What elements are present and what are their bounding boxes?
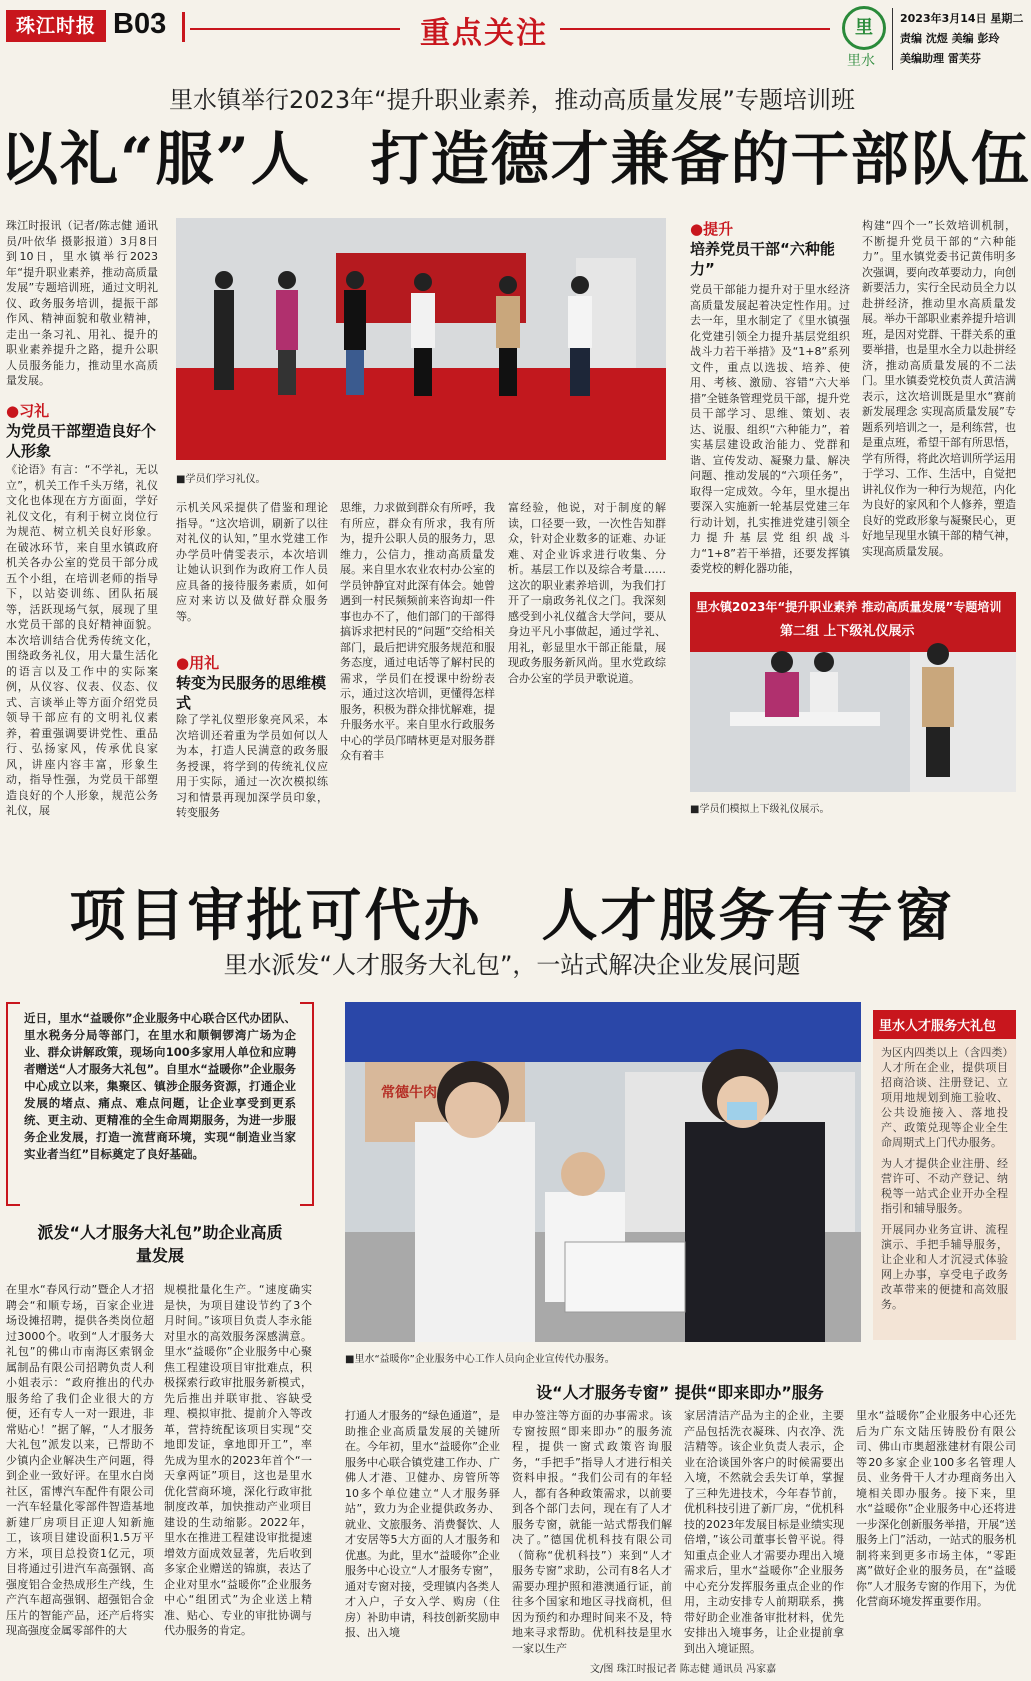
bullet-icon: ● (176, 654, 190, 672)
article1-col2-top: 示机关风采提供了借鉴和理论指导。“这次培训，刷新了以往对礼仪的认知，”里水党建工作办学员叶倩雯表示，本次培训让她认识到作为政府工作人员应具备的接待服务素质，如何应对来访以及做好群众服务等。 (176, 501, 328, 623)
article2-headline: 项目审批可代办 人才服务有专窗 (69, 883, 955, 949)
photo2-caption: ■学员们模拟上下级礼仪展示。 (690, 804, 830, 815)
sidebar-paragraph-2: 为人才提供企业注册、经营许可、不动产登记、纳税等一站式企业开办全程指引和辅导服务。 (881, 1157, 1008, 1215)
subsection-title: 培养党员干部“六种能力” (690, 240, 835, 278)
article2-col5-text: 家居清洁产品为主的企业，主要产品包括洗衣凝珠、内衣净、洗洁精等。该企业负责人表示，企业在洽谈国外客户的时候需要出入境，不然就会丢失订单，掌握了三种先进技术，今年春节前，优机科技引进了新厂房，“优机科技的2023年发展目标是业绩实现倍增，”该公司董事长曾平说。得知重点企业人才需要办理出入境需求后，里水“益暖你”企业服务中心充分发挥服务重点企业的作用，主动安排专人前期联系，携带好助企业准备审批材料，优先安排出入境事务，让企业提前拿到出入境证照。 (684, 1409, 844, 1655)
article2-section2-title: 设“人才服务专窗” 提供“即来即办”服务 (536, 1383, 824, 1402)
subsection-title: 为党员干部塑造良好个人形象 (6, 422, 157, 460)
article1-col5-text: 党员干部能力提升对于里水经济高质量发展起着决定性作用。过去一年，里水制定了《里水镇强化党建引领全力提升基层党组织战斗力若干举措》及“1+8”系列文件，重点以选拔、培养、使用、考核、激励、容错“六大举措”全链条管理党员干部，提升党员干部学习、思维、策划、表达、说服、组织“六种能力”，着实基层建设政治能力、党群和谐、宣传发动、凝聚力量、解决问题、推动发展的“六项任务”，取得一定成效。今年，里水提出要深入实施新一轮基层党建三年行动计划，扎实推进党建引领全力提升基层党组织战斗力“1+8”若干举措，还要发挥镇委党校的孵化器功能， (690, 283, 850, 575)
article1-subsection-yongli (176, 652, 328, 713)
article1-subsection-tisheng (690, 218, 850, 279)
photo2-banner-line1: 里水镇2023年“提升职业素养 推动高质量发展”专题培训 (696, 600, 1002, 614)
lead-bracket-right (300, 1002, 314, 1206)
lishui-emblem-icon: 里 (842, 6, 886, 50)
sidebar-paragraph-1: 为区内四类以上（含四类）人才所在企业，提供项目招商洽谈、注册登记、立项用地规划到施工验收、公共设施接入、落地投产、政策兑现等企业全生命周期式上门代办服务。 (881, 1046, 1008, 1149)
article2-photo-caption: ■里水“益暖你”企业服务中心工作人员向企业宣传代办服务。 (345, 1354, 615, 1365)
section-title: 重点关注 (420, 16, 548, 51)
subsection-label: 习礼 (19, 402, 50, 420)
photo1-caption: ■学员们学习礼仪。 (176, 474, 266, 485)
article2-kicker: 里水派发“人才服务大礼包”，一站式解决企业发展问题 (223, 951, 801, 979)
article1-col1-text: 《论语》有言：“不学礼，无以立”，机关工作千头万绪，礼仪文化也体现在方方面面，学好礼仪文化，有利于树立岗位行为规范、树立机关良好形象。在破冰环节，来自里水镇政府机关各办公室的党员干部分成五个小组，在培训老师的指导下，以站姿训练、团队拓展等，活跃现场气氛，展现了里水党员干部的良好精神面貌。本次培训结合优秀传统文化，围绕政务礼仪，用大量生活化的语言以及工作中的实际案例，从仪容、仪表、仪态、仪式、言谈举止等方面介绍党员领导干部应有的文明礼仪素养，着重强调要讲党性、重品行、弘扬家风，传承优良家风，讲座内容丰富，形象生动，指导性强，为党员干部塑造良好的个人形象，规范公务礼仪，展 (6, 463, 158, 817)
article1-subsection-xili (6, 400, 158, 461)
article2-col6-text: 里水“益暖你”企业服务中心还先后为广东文陆压铸股份有限公司、佛山市奥超涨建材有限公司等20多家企业100多名管理人员、业务骨干人才办理商务出入境相关即办服务。接下来，里水“益暖你”企业服务中心还将进一步深化创新服务举措，开展“送服务上门”活动，一站式的服务机制将来到更多市场主体，“零距离”做好企业的服务员，在“益暖你”人才服务专窗的作用下，为优化营商环境发挥重要作用。 (856, 1409, 1016, 1608)
article1-headline: 以礼“服”人 打造德才兼备的干部队伍 (0, 125, 1031, 193)
article2-col1-text: 在里水“春风行动”暨企人才招聘会“和顺专场，百家企业进场设摊招聘，提供各类岗位超过3000个。收到“人才服务大礼包”的佛山市南海区索钢金属制品有限公司招聘负责人利小姐表示：“政府推出的代办服务给了我们企业很大的方便，还有专人一对一跟进，非常贴心！”据了解，“人才服务大礼包”派发以来，已帮助不少镇内企业解决生产问题，得到企业一致好评。在里水白岗社区，雷博汽车配件有限公司一汽车轻量化零部件智造基地新建厂房项目正迎人知新施工，该项目建设面积1.5万平方米，项目总投资1亿元，项目将通过引进汽车高强钢、高强度铝合金热成形生产线，生产汽车超高强钢、超强铝合金压片的智能产品，还产后将实现高强度金属零部件的大 (6, 1283, 154, 1637)
subsection-label: 用礼 (189, 654, 220, 672)
article1-lead: 珠江时报讯（记者/陈志健 通讯员/叶依华 摄影报道）3月8日到10日，里水镇举行2023年“提升职业素养，推动高质量发展”专题培训班，通过文明礼仪、政务服务培训，提振干部作风、精神面貌和敬业精神，走出一条习礼、用礼、提升的职业素养提升之路，提升公职人员服务能力，推动里水高质量发展。 (6, 219, 158, 387)
article1-col3-text: 思维，力求做到群众有所呼，我有所应，群众有所求，我有所为，提升公职人员的服务力，思维力，公信力，推动高质量发展。来自里水农业农村办公室的学员钟静宜对此深有体会。她曾遇到一村民频频前来咨询却一件事也办不了，他们部门的干部得搞诉求把村民的“问题”交给相关部门，最后把讲究服务规范和服务态度，通过电话等了解村民的需求，学员们在授课中纷纷表示，通过这次培训，更懂得怎样服务，积极为群众排忧解难，提升服务水平。来自里水行政服务中心的学员邝晴林更是对服务群众有着丰 (340, 501, 495, 762)
page-number: B03 (113, 8, 167, 40)
masthead-divider (182, 12, 185, 42)
photo-illustration (176, 218, 666, 460)
newspaper-logo: 珠江时报 (6, 10, 106, 42)
masthead-rule-left (190, 28, 400, 30)
article1-photo-etiquette (176, 218, 666, 460)
masthead-vertical-rule (892, 8, 893, 70)
article2-photo-service (345, 1002, 861, 1342)
bullet-icon: ● (690, 220, 704, 238)
sidebar-paragraph-3: 开展同办业务宣讲、流程演示、手把手辅导服务，让企业和人才沉浸式体验网上办事，享受电子政务改革带来的便捷和高效服务。 (881, 1223, 1008, 1311)
article2-byline: 文/图 珠江时报记者 陈志健 通讯员 冯家嘉 (590, 1664, 777, 1675)
article1-col2-bottom: 除了学礼仪塑形象亮风采，本次培训还着重为学员如何以人为本，打造人民满意的政务服务授课，将学到的传统礼仪应用于实际，通过一次次模拟练习和情景再现加深学员印象，转变服务 (176, 713, 328, 819)
sidebar-title: 里水人才服务大礼包 (873, 1010, 1016, 1039)
article2-col4-text: 申办签注等方面的办事需求。该专窗按照“即来即办”的服务流程，提供一窗式政策咨询服务，“手把手”指导人才进行相关资料申报。“我们公司有的年轻人，都有各种政策需求，以前要到各个部门去问，现在有了人才服务专窗，就能一站式帮我们解决了。”德国优机科技有限公司（简称“优机科技”）来到“人才服务专窗”求助，公司有8名人才需要办理护照和港澳通行证，前往多个国家和地区寻找商机，但因为预约和办理时间来不及，特地来寻求帮助。优机科技是里水一家以生产 (512, 1409, 672, 1655)
subsection-title: 转变为民服务的思维模式 (176, 674, 327, 712)
article1-col4-text: 富经验，他说，对于制度的解读，口径要一致，一次性告知群众，针对企业数多的证难、办证难、对企业诉求进行收集、分析。基层工作以及综合考量……这次的职业素养培训，为我们打开了一扇政务礼仪之门。我深刻感受到小礼仪蕴含大学问，要从身边平凡小事做起，通过学礼、用礼，彰显里水干部正能量，展现政务服务新风尚。里水党政综合办公室的学员尹歌说道。 (508, 501, 666, 685)
article2-col2-text: 规模批量化生产。“速度确实是快，为项目建设节约了3个月时间。”该项目负责人李永能对里水的高效服务深感满意。里水“益暖你”企业服务中心聚焦工程建设项目审批难点，积极探索行政审批服务新模式，先后推出并联审批、容缺受理、模拟审批、提前介入等改革，营持统配该项目实现“交地即发证，拿地即开工”，率先成为里水的2023年首个“一天拿两证”项目，这也是里水优化营商环境，深化行政审批制度改革，加快推动产业项目建设的生动缩影。2022年，里水在推进工程建设审批提速增效方面成效显著，先后收到多家企业赠送的锦旗，表达了企业对里水“益暖你”企业服务中心“组团式”为企业送上精准、贴心、专业的审批协调与代办服务的肯定。 (164, 1283, 312, 1637)
lead-bracket-left (6, 1002, 20, 1206)
issue-date: 2023年3月14日 星期二 (900, 12, 1024, 25)
article2-lead: 近日，里水“益暖你”企业服务中心联合区代办团队、里水税务分局等部门，在里水和顺铜锣湾广场为企业、群众讲解政策，现场向100多家用人单位和应聘者赠送“人才服务大礼包”。自里水“益暖你”企业服务中心成立以来，集聚区、镇涉企服务资源，打通企业发展的堵点、痛点、难点问题，让企业享受到更系统、更主动、更精准的全生命周期服务，为进一步服务企业发展，打造一流营商环境，实现“制造业当家实业者当红”目标奠定了良好基础。 (24, 1011, 296, 1161)
article2-section1-title: 派发“人才服务大礼包”助企业高质量发展 (37, 1223, 283, 1265)
photo-illustration (345, 1002, 861, 1342)
photo-shop-sign: 常德牛肉 (381, 1085, 437, 1101)
bullet-icon: ● (6, 402, 20, 420)
masthead-rule-right (560, 28, 830, 30)
emblem-label: 里水 (847, 53, 875, 69)
editors-credit: 责编 沈煜 美编 彭玲 (900, 32, 1000, 45)
article2-col3-text: 打通人才服务的“绿色通道”，是助推企业高质量发展的关键所在。今年初，里水“益暖你”企业服务中心联合镇党建工作办、广佛人才港、卫健办、房管所等10多个单位建立“人才服务驿站”，致力为企业提供政务办、就业、文旅服务、消费餐饮、人才安居等5大方面的人才服务和优惠。为此，里水“益暖你”企业服务中心设立“人才服务专窗”，通对专窗对接，受理镇内各类人才入户，子女入学、购房（住房）补助申请，科技创新奖励申报、出入境 (345, 1409, 500, 1639)
subsection-label: 提升 (703, 220, 734, 238)
article1-col6-text: 构建“四个一”长效培训机制，不断提升党员干部的“六种能力”。里水镇党委书记黄伟明多次强调，要向改革要动力，向创新要活力，实行全民动员全力以赴拼经济，推动里水高质量发展。举办干部职业素养提升培训班，是因对党群、干群关系的重要举措，也是里水全力以赴拼经济，推动高质量发展的不二法门。里水镇委党校负责人黄洁满表示，这次培训既是里水“赛前新发展理念 实现高质量发展”专题系列培训之一，是利练营，也是重点班，希望干部有所思悟，学有所得，将此次培训所学运用于学习、工作、生活中，自觉把讲礼仪作为一种行为规范，内化为良好的家风和个人修养，塑造良好的党政形象与凝聚民心，更好地呈现里水镇干部的精气神，实现高质量发展。 (862, 219, 1016, 558)
talent-package-sidebar (873, 1010, 1016, 1340)
photo2-banner-line2: 第二组 上下级礼仪展示 (780, 624, 915, 639)
assistant-credit: 美编助理 雷芙芬 (900, 52, 981, 65)
article1-photo-simulation (690, 592, 1016, 792)
article1-kicker: 里水镇举行2023年“提升职业素养，推动高质量发展”专题培训班 (169, 86, 855, 114)
